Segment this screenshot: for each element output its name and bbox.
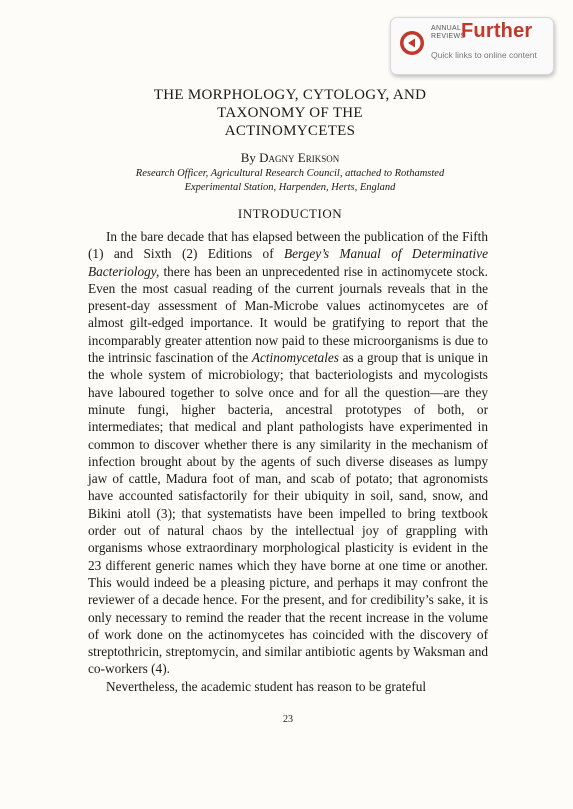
article-title-line-3: ACTINOMYCETES [224, 123, 356, 139]
byline [100, 150, 480, 166]
article-title-line-2: TAXONOMY OF THE [217, 105, 363, 121]
badge-further-label[interactable]: Further [461, 20, 533, 42]
badge-annual-label: ANNUAL [431, 25, 462, 32]
byline-by: By [240, 150, 256, 165]
paragraph-1-text-e: as a group that is unique in the whole system of microbiology; that bacteriologists and mycologists have laboured together to solve once and for all the question—are they minute fungi, higher bacteria, ancestral prototypes of both, or intermediates; that medical and plant pathologists have experimented in common to discover whether there is any similarity in the mechanism of infection brought about by the agents of such diverse diseases as lumpy jaw of cattle, Madura foot of man, and scab of potato; that agronomists have accounted satisfactorily for their ubiquity in soil, sand, snow, and Bikini atoll (3); that systematists have been impelled to bring textbook order out of natural chaos by the intellectual joy of grappling with organisms whose extraordinary morphological plasticity is evident in the 23 different generic names which they have borne at one time or another. This would indeed be a pleasing picture, and perhaps it may confront the reviewer of a decade hence. For the present, and for credibility’s sake, it is only necessary to remind the reader that the recent increase in the volume of work done on the actinomycetes has coincided with the discovery of streptothricin, streptomycin, and similar antibiotic agents by Waksman and co-workers (4). [88, 350, 488, 677]
article-title-line-1: THE MORPHOLOGY, CYTOLOGY, AND [153, 87, 427, 103]
article-body [88, 228, 488, 695]
paragraph-1-text-c: there has been an unprecedented rise in actinomycete stock. Even the most casual reading of the current journals reveals that in the present-day assessment of Man-Microbe values actinomycetes are of almost gilt-edged importance. It would be gratifying to report that the incomparably greater attention now paid to these microorganisms is due to the intrinsic fascination of the [88, 263, 488, 366]
play-circle-icon [399, 30, 425, 56]
paragraph-2: Nevertheless, the academic student has reason to be grateful [106, 678, 427, 694]
author-name: Dagny Erikson [259, 150, 340, 165]
paragraph-1 [88, 228, 488, 678]
badge-subtitle: Quick links to online content [431, 50, 537, 60]
paragraph-1-book-title: Bergey’s Manual of Determinative Bacteriology, [88, 246, 488, 279]
paragraph-1-text-a: In the bare decade that has elapsed between the publication of the Fifth (1) and Sixth (2) Editions of [88, 229, 488, 262]
badge-reviews-label: REVIEWS [431, 33, 466, 40]
affiliation-line-1: Research Officer, Agricultural Research Council, attached to Rothamsted [135, 168, 445, 179]
page-number: 23 [283, 714, 293, 725]
section-heading: INTRODUCTION [237, 206, 343, 221]
affiliation-line-2: Experimental Station, Harpenden, Herts, England [184, 182, 396, 193]
paragraph-1-taxon: Actinomycetales [251, 350, 339, 366]
